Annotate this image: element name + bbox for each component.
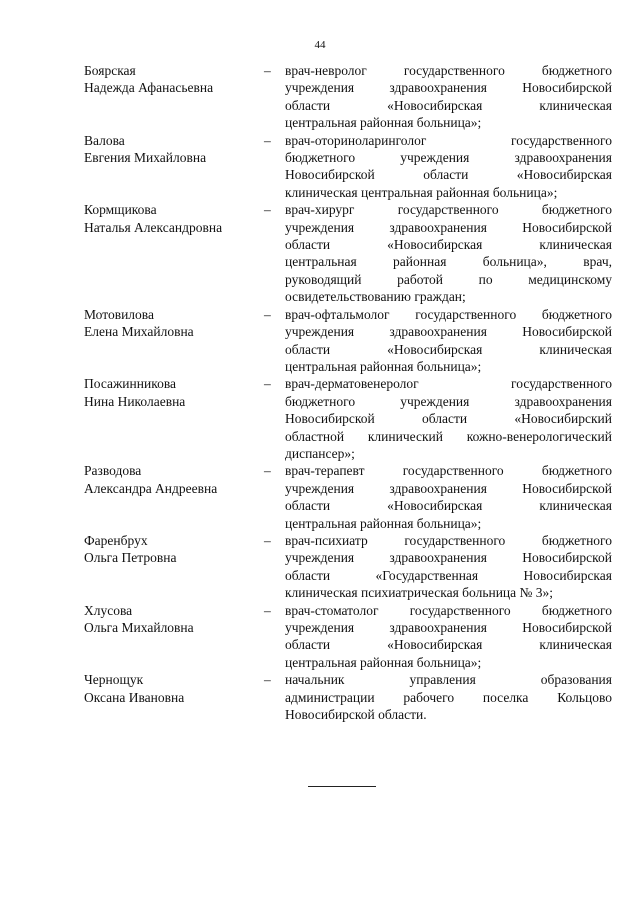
member-surname: Фаренбрух: [84, 532, 148, 548]
member-name: [84, 602, 260, 637]
member-given-names: Оксана Ивановна: [84, 689, 185, 705]
member-list: [84, 62, 612, 723]
member-position: [285, 306, 612, 376]
member-position: [285, 462, 612, 532]
position-line: центральная районная больница», врач,: [285, 254, 612, 270]
member-entry: [84, 62, 612, 132]
position-line: врач-оториноларинголог государственного: [285, 132, 612, 148]
position-line: администрации рабочего поселка Кольцово: [285, 689, 612, 705]
position-line: врач-невролог государственного бюджетного: [285, 63, 612, 78]
position-line: диспансер»;: [285, 445, 355, 461]
member-name: [84, 201, 260, 236]
member-position: [285, 375, 612, 462]
end-rule: [308, 786, 376, 787]
position-line: учреждения здравоохранения Новосибирской: [285, 80, 612, 96]
position-line: клиническая центральная районная больница»;: [285, 184, 558, 200]
entry-dash: –: [264, 672, 271, 688]
position-line: учреждения здравоохранения Новосибирской: [285, 550, 612, 566]
member-given-names: Нина Николаевна: [84, 393, 186, 409]
member-entry: [84, 306, 612, 376]
position-line: врач-психиатр государственного бюджетного: [285, 532, 612, 548]
entry-dash: –: [264, 306, 271, 322]
position-line: области «Новосибирская клиническая: [285, 97, 612, 113]
entry-dash: –: [264, 376, 271, 392]
member-entry: [84, 375, 612, 462]
position-line: центральная районная больница»;: [285, 654, 482, 670]
position-line: Новосибирской области.: [285, 707, 427, 723]
position-line: бюджетного учреждения здравоохранения: [285, 393, 612, 409]
position-line: врач-терапевт государственного бюджетного: [285, 463, 612, 479]
member-entry: [84, 602, 612, 672]
position-line: области «Новосибирская клиническая: [285, 498, 612, 514]
entry-dash: –: [264, 532, 271, 548]
position-line: врач-стоматолог государственного бюджетного: [285, 602, 612, 618]
position-line: центральная районная больница»;: [285, 115, 482, 131]
position-line: учреждения здравоохранения Новосибирской: [285, 219, 612, 235]
member-given-names: Евгения Михайловна: [84, 150, 207, 166]
position-line: клиническая психиатрическая больница № 3»;: [285, 585, 554, 601]
position-line: руководящий работой по медицинскому: [285, 271, 612, 287]
position-line: учреждения здравоохранения Новосибирской: [285, 480, 612, 496]
member-surname: Кормщикова: [84, 202, 157, 218]
entry-dash: –: [264, 202, 271, 218]
member-name: [84, 132, 260, 167]
member-name: [84, 462, 260, 497]
member-position: [285, 602, 612, 672]
position-line: области «Новосибирская клиническая: [285, 237, 612, 253]
position-line: области «Государственная Новосибирская: [285, 567, 612, 583]
position-line: центральная районная больница»;: [285, 515, 482, 531]
member-position: [285, 532, 612, 602]
position-line: областной клинический кожно-венерологический: [285, 428, 612, 444]
entry-dash: –: [264, 602, 271, 618]
entry-dash: –: [264, 63, 271, 78]
member-surname: Боярская: [84, 63, 136, 78]
member-name: [84, 306, 260, 341]
position-line: начальник управления образования: [285, 672, 612, 688]
member-position: [285, 132, 612, 202]
member-given-names: Ольга Михайловна: [84, 620, 194, 635]
position-line: врач-хирург государственного бюджетного: [285, 202, 612, 218]
member-entry: [84, 671, 612, 723]
position-line: Новосибирской области «Новосибирская: [285, 167, 612, 183]
position-line: врач-офтальмолог государственного бюджетного: [285, 306, 612, 322]
position-line: учреждения здравоохранения Новосибирской: [285, 620, 612, 635]
member-name: [84, 532, 260, 567]
page-number: 44: [314, 39, 326, 51]
member-surname: Посажинникова: [84, 376, 177, 392]
position-line: врач-дерматовенеролог государственного: [285, 376, 612, 392]
entry-dash: –: [264, 463, 271, 479]
position-line: Новосибирской области «Новосибирский: [285, 411, 612, 427]
member-entry: [84, 532, 612, 602]
position-line: области «Новосибирская клиническая: [285, 341, 612, 357]
member-position: [285, 201, 612, 305]
member-given-names: Наталья Александровна: [84, 219, 223, 235]
member-surname: Мотовилова: [84, 306, 154, 322]
member-given-names: Александра Андреевна: [84, 480, 218, 496]
member-position: [285, 671, 612, 723]
member-name: [84, 671, 260, 706]
entry-dash: –: [264, 132, 271, 148]
member-surname: Разводова: [84, 463, 142, 479]
member-entry: [84, 201, 612, 305]
member-entry: [84, 132, 612, 202]
member-entry: [84, 462, 612, 532]
member-position: [285, 62, 612, 132]
position-line: бюджетного учреждения здравоохранения: [285, 150, 612, 166]
member-surname: Чернощук: [84, 672, 144, 688]
position-line: освидетельствованию граждан;: [285, 289, 466, 305]
member-given-names: Надежда Афанасьевна: [84, 80, 214, 96]
member-name: [84, 62, 260, 97]
member-given-names: Ольга Петровна: [84, 550, 177, 566]
position-line: учреждения здравоохранения Новосибирской: [285, 324, 612, 340]
position-line: центральная районная больница»;: [285, 358, 482, 374]
member-surname: Хлусова: [84, 602, 133, 618]
position-line: области «Новосибирская клиническая: [285, 637, 612, 653]
member-name: [84, 375, 260, 410]
member-given-names: Елена Михайловна: [84, 324, 194, 340]
member-surname: Валова: [84, 132, 125, 148]
